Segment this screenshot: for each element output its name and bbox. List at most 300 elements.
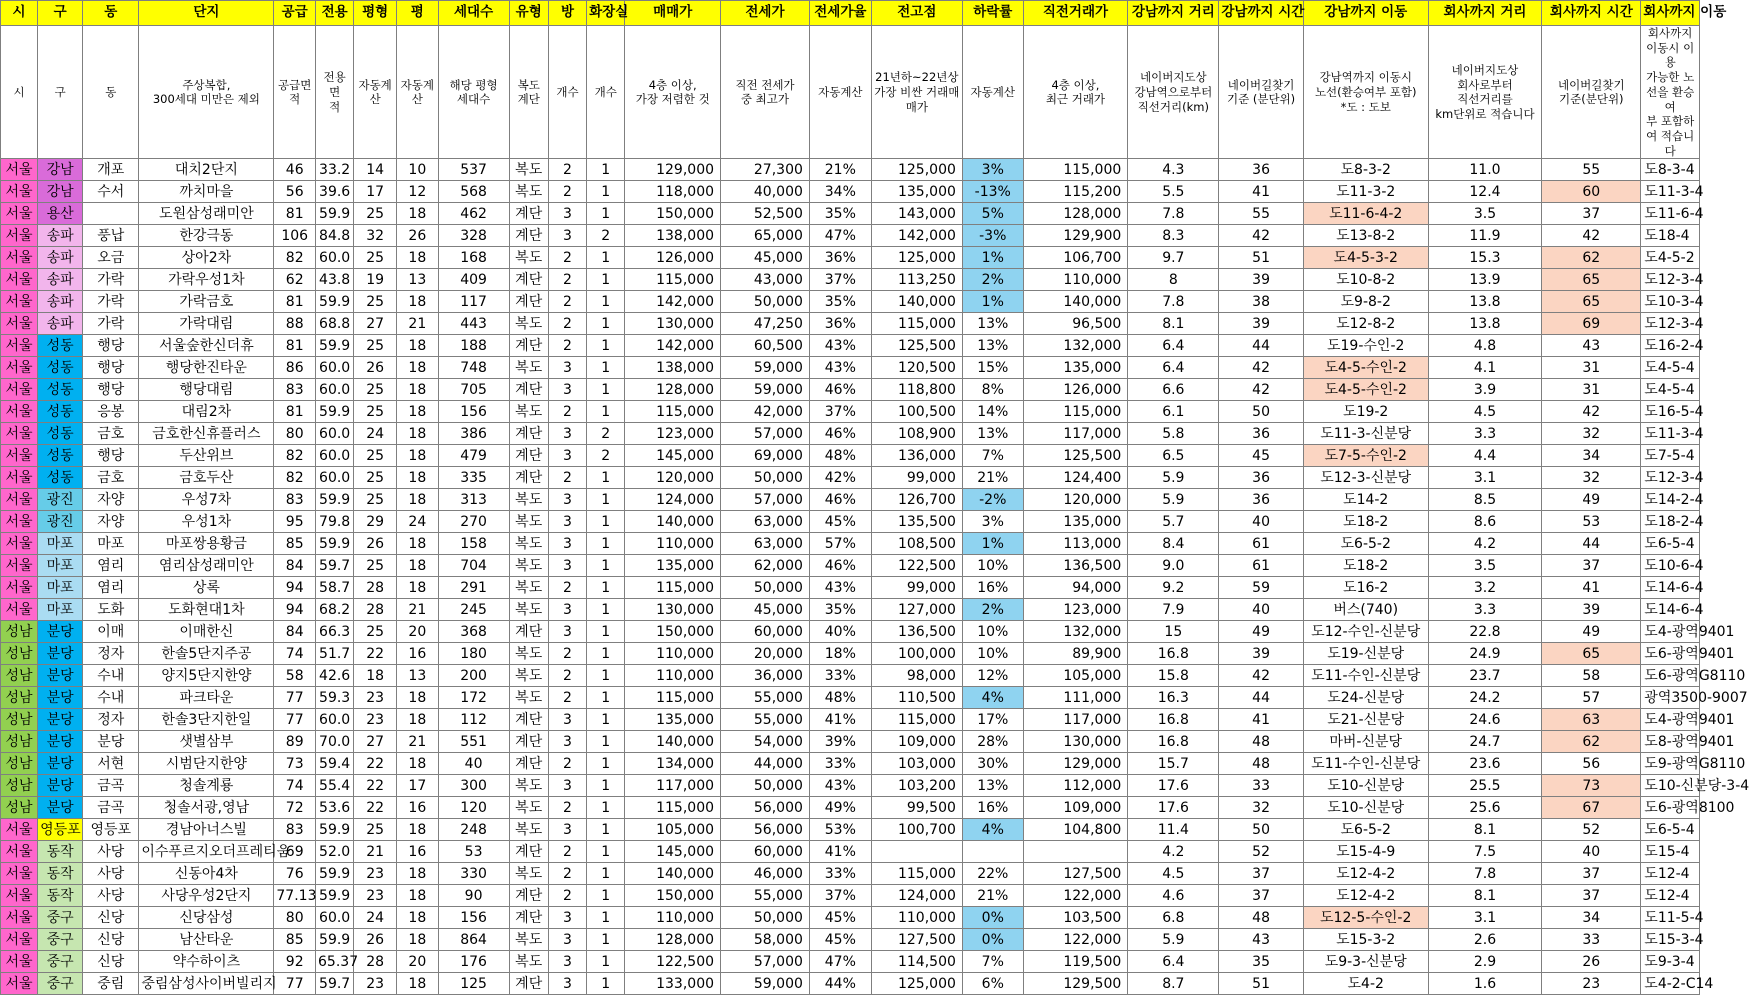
cell-complex[interactable]: 금호두산 — [139, 467, 274, 489]
cell-pyeong[interactable]: 18 — [397, 533, 439, 555]
cell-district[interactable]: 송파 — [38, 313, 83, 335]
cell-complex[interactable]: 약수하이츠 — [139, 951, 274, 973]
cell-company-distance[interactable]: 13.8 — [1428, 313, 1542, 335]
cell-jeonse-price[interactable]: 63,000 — [721, 511, 810, 533]
cell-company-route[interactable]: 도16-5-4 — [1641, 401, 1700, 423]
cell-jeonse-ratio[interactable]: 36% — [809, 247, 871, 269]
cell-gangnam-route[interactable]: 마버-신분당 — [1303, 731, 1428, 753]
cell-rooms[interactable]: 3 — [548, 599, 586, 621]
cell-jeonse-ratio[interactable]: 39% — [809, 731, 871, 753]
cell-previous-peak[interactable]: 125,000 — [871, 973, 962, 995]
cell-pyeong[interactable]: 16 — [397, 797, 439, 819]
cell-pyeong[interactable]: 18 — [397, 885, 439, 907]
cell-jeonse-ratio[interactable]: 33% — [809, 863, 871, 885]
cell-jeonse-ratio[interactable]: 43% — [809, 577, 871, 599]
cell-gangnam-distance[interactable]: 8.7 — [1128, 973, 1219, 995]
cell-complex[interactable]: 남산타운 — [139, 929, 274, 951]
cell-dong[interactable]: 신당 — [83, 907, 139, 929]
cell-district[interactable]: 강남 — [38, 181, 83, 203]
cell-company-time[interactable]: 42 — [1542, 225, 1641, 247]
cell-gangnam-route[interactable]: 도21-신분당 — [1303, 709, 1428, 731]
cell-dong[interactable]: 수서 — [83, 181, 139, 203]
cell-bathrooms[interactable]: 1 — [587, 907, 625, 929]
cell-sale-price[interactable]: 124,000 — [625, 489, 721, 511]
cell-district[interactable]: 성동 — [38, 423, 83, 445]
subheader-supply-area[interactable]: 공급면 적 — [274, 26, 316, 159]
cell-pyeong[interactable]: 18 — [397, 687, 439, 709]
cell-dong[interactable]: 정자 — [83, 643, 139, 665]
cell-complex[interactable]: 행당대림 — [139, 379, 274, 401]
cell-hall-type[interactable]: 계단 — [509, 885, 548, 907]
cell-pyeong[interactable]: 20 — [397, 621, 439, 643]
cell-gangnam-distance[interactable]: 5.7 — [1128, 511, 1219, 533]
cell-sale-price[interactable]: 115,000 — [625, 401, 721, 423]
cell-hall-type[interactable]: 복도 — [509, 775, 548, 797]
cell-sale-price[interactable]: 130,000 — [625, 599, 721, 621]
cell-bathrooms[interactable]: 1 — [587, 797, 625, 819]
cell-households[interactable]: 53 — [438, 841, 509, 863]
cell-last-trade-price[interactable]: 130,000 — [1023, 731, 1128, 753]
cell-exclusive-area[interactable]: 60.0 — [316, 907, 354, 929]
cell-bathrooms[interactable]: 2 — [587, 423, 625, 445]
header-pyeong-type[interactable]: 평형 — [354, 1, 397, 26]
cell-rooms[interactable]: 2 — [548, 577, 586, 599]
cell-bathrooms[interactable]: 2 — [587, 445, 625, 467]
cell-households[interactable]: 864 — [438, 929, 509, 951]
cell-company-time[interactable]: 31 — [1542, 379, 1641, 401]
cell-exclusive-area[interactable]: 70.0 — [316, 731, 354, 753]
cell-pyeong[interactable]: 13 — [397, 269, 439, 291]
cell-drop-rate[interactable]: 7% — [962, 951, 1023, 973]
cell-dong[interactable]: 염리 — [83, 555, 139, 577]
cell-jeonse-price[interactable]: 55,000 — [721, 687, 810, 709]
subheader-previous-peak[interactable]: 21년하~22년상 가장 비싼 거래매 매가 — [871, 26, 962, 159]
cell-pyeong-type[interactable]: 22 — [354, 753, 397, 775]
cell-last-trade-price[interactable]: 96,500 — [1023, 313, 1128, 335]
cell-dong[interactable]: 분당 — [83, 731, 139, 753]
cell-jeonse-price[interactable]: 45,000 — [721, 599, 810, 621]
cell-last-trade-price[interactable]: 112,000 — [1023, 775, 1128, 797]
cell-last-trade-price[interactable]: 135,000 — [1023, 511, 1128, 533]
cell-sale-price[interactable]: 128,000 — [625, 929, 721, 951]
cell-rooms[interactable]: 3 — [548, 819, 586, 841]
cell-district[interactable]: 성동 — [38, 357, 83, 379]
cell-gangnam-time[interactable]: 44 — [1219, 335, 1303, 357]
cell-company-route[interactable]: 도11-6-4 — [1641, 203, 1700, 225]
cell-company-route[interactable]: 도18-4 — [1641, 225, 1700, 247]
cell-company-route[interactable]: 도6-광역9401 — [1641, 643, 1700, 665]
cell-gangnam-route[interactable]: 도11-3-신분당 — [1303, 423, 1428, 445]
cell-gangnam-distance[interactable]: 8.4 — [1128, 533, 1219, 555]
cell-city[interactable]: 서울 — [1, 533, 38, 555]
cell-drop-rate[interactable]: 1% — [962, 247, 1023, 269]
cell-gangnam-distance[interactable]: 6.4 — [1128, 357, 1219, 379]
cell-gangnam-distance[interactable]: 15.7 — [1128, 753, 1219, 775]
cell-hall-type[interactable]: 계단 — [509, 709, 548, 731]
cell-drop-rate[interactable]: 13% — [962, 335, 1023, 357]
cell-dong[interactable]: 신당 — [83, 951, 139, 973]
cell-gangnam-distance[interactable]: 5.9 — [1128, 929, 1219, 951]
cell-jeonse-price[interactable]: 50,000 — [721, 467, 810, 489]
cell-jeonse-ratio[interactable]: 46% — [809, 489, 871, 511]
cell-drop-rate[interactable]: 6% — [962, 973, 1023, 995]
cell-district[interactable]: 분당 — [38, 797, 83, 819]
cell-drop-rate[interactable]: 28% — [962, 731, 1023, 753]
cell-hall-type[interactable]: 계단 — [509, 973, 548, 995]
cell-company-route[interactable]: 도15-3-4 — [1641, 929, 1700, 951]
cell-previous-peak[interactable]: 113,250 — [871, 269, 962, 291]
cell-rooms[interactable]: 2 — [548, 291, 586, 313]
cell-pyeong[interactable]: 18 — [397, 819, 439, 841]
cell-dong[interactable]: 이매 — [83, 621, 139, 643]
cell-previous-peak[interactable]: 103,200 — [871, 775, 962, 797]
cell-gangnam-distance[interactable]: 8.3 — [1128, 225, 1219, 247]
cell-sale-price[interactable]: 126,000 — [625, 247, 721, 269]
cell-households[interactable]: 120 — [438, 797, 509, 819]
cell-jeonse-ratio[interactable]: 33% — [809, 753, 871, 775]
cell-households[interactable]: 176 — [438, 951, 509, 973]
cell-last-trade-price[interactable]: 110,000 — [1023, 269, 1128, 291]
cell-supply-area[interactable]: 80 — [274, 423, 316, 445]
cell-dong[interactable]: 사당 — [83, 885, 139, 907]
cell-households[interactable]: 245 — [438, 599, 509, 621]
cell-jeonse-price[interactable]: 56,000 — [721, 797, 810, 819]
cell-households[interactable]: 172 — [438, 687, 509, 709]
cell-last-trade-price[interactable]: 117,000 — [1023, 423, 1128, 445]
cell-jeonse-price[interactable]: 40,000 — [721, 181, 810, 203]
cell-company-time[interactable]: 41 — [1542, 577, 1641, 599]
cell-hall-type[interactable]: 계단 — [509, 203, 548, 225]
cell-hall-type[interactable]: 계단 — [509, 731, 548, 753]
cell-gangnam-route[interactable]: 도8-3-2 — [1303, 159, 1428, 181]
cell-hall-type[interactable]: 계단 — [509, 907, 548, 929]
cell-households[interactable]: 156 — [438, 401, 509, 423]
cell-exclusive-area[interactable]: 51.7 — [316, 643, 354, 665]
cell-pyeong-type[interactable]: 26 — [354, 533, 397, 555]
cell-gangnam-route[interactable]: 도11-6-4-2 — [1303, 203, 1428, 225]
subheader-jeonse-price[interactable]: 직전 전세가 중 최고가 — [721, 26, 810, 159]
cell-hall-type[interactable]: 복도 — [509, 533, 548, 555]
cell-district[interactable]: 분당 — [38, 665, 83, 687]
cell-gangnam-distance[interactable]: 8 — [1128, 269, 1219, 291]
cell-drop-rate[interactable]: 3% — [962, 511, 1023, 533]
cell-gangnam-route[interactable]: 도12-8-2 — [1303, 313, 1428, 335]
cell-city[interactable]: 서울 — [1, 863, 38, 885]
cell-city[interactable]: 서울 — [1, 885, 38, 907]
cell-company-route[interactable]: 도9-3-4 — [1641, 951, 1700, 973]
cell-sale-price[interactable]: 150,000 — [625, 885, 721, 907]
subheader-rooms[interactable]: 개수 — [548, 26, 586, 159]
cell-bathrooms[interactable]: 1 — [587, 467, 625, 489]
cell-last-trade-price[interactable]: 103,500 — [1023, 907, 1128, 929]
cell-drop-rate[interactable]: -3% — [962, 225, 1023, 247]
cell-company-route[interactable]: 도18-2-4 — [1641, 511, 1700, 533]
cell-pyeong-type[interactable]: 25 — [354, 489, 397, 511]
cell-supply-area[interactable]: 83 — [274, 819, 316, 841]
cell-hall-type[interactable]: 복도 — [509, 555, 548, 577]
cell-city[interactable]: 서울 — [1, 841, 38, 863]
cell-gangnam-route[interactable]: 도16-2 — [1303, 577, 1428, 599]
cell-drop-rate[interactable]: 21% — [962, 467, 1023, 489]
cell-jeonse-ratio[interactable]: 43% — [809, 357, 871, 379]
cell-jeonse-ratio[interactable]: 34% — [809, 181, 871, 203]
cell-dong[interactable]: 개포 — [83, 159, 139, 181]
cell-district[interactable]: 마포 — [38, 599, 83, 621]
cell-exclusive-area[interactable]: 59.3 — [316, 687, 354, 709]
cell-gangnam-route[interactable]: 도15-3-2 — [1303, 929, 1428, 951]
cell-city[interactable]: 서울 — [1, 511, 38, 533]
cell-supply-area[interactable]: 84 — [274, 621, 316, 643]
cell-gangnam-route[interactable]: 도4-5-수인-2 — [1303, 379, 1428, 401]
cell-jeonse-ratio[interactable]: 35% — [809, 599, 871, 621]
cell-exclusive-area[interactable]: 59.9 — [316, 489, 354, 511]
header-jeonse-ratio[interactable]: 전세가율 — [809, 1, 871, 26]
cell-sale-price[interactable]: 118,000 — [625, 181, 721, 203]
cell-supply-area[interactable]: 95 — [274, 511, 316, 533]
cell-company-route[interactable]: 도10-신분당-3-4 — [1641, 775, 1700, 797]
cell-district[interactable]: 중구 — [38, 907, 83, 929]
cell-pyeong[interactable]: 17 — [397, 775, 439, 797]
cell-company-time[interactable]: 65 — [1542, 291, 1641, 313]
cell-jeonse-price[interactable]: 60,000 — [721, 621, 810, 643]
cell-exclusive-area[interactable]: 60.0 — [316, 423, 354, 445]
cell-previous-peak[interactable]: 127,500 — [871, 929, 962, 951]
cell-company-distance[interactable]: 24.9 — [1428, 643, 1542, 665]
cell-company-route[interactable]: 광역3500-9007 — [1641, 687, 1700, 709]
cell-gangnam-time[interactable]: 37 — [1219, 863, 1303, 885]
cell-drop-rate[interactable]: -13% — [962, 181, 1023, 203]
cell-gangnam-time[interactable]: 43 — [1219, 929, 1303, 951]
cell-dong[interactable]: 수내 — [83, 687, 139, 709]
cell-pyeong[interactable]: 18 — [397, 445, 439, 467]
cell-pyeong-type[interactable]: 25 — [354, 555, 397, 577]
cell-drop-rate[interactable]: -2% — [962, 489, 1023, 511]
cell-gangnam-distance[interactable]: 15.8 — [1128, 665, 1219, 687]
cell-district[interactable]: 동작 — [38, 841, 83, 863]
cell-last-trade-price[interactable]: 105,000 — [1023, 665, 1128, 687]
cell-company-time[interactable]: 65 — [1542, 643, 1641, 665]
cell-rooms[interactable]: 3 — [548, 489, 586, 511]
cell-bathrooms[interactable]: 1 — [587, 753, 625, 775]
cell-previous-peak[interactable]: 143,000 — [871, 203, 962, 225]
cell-exclusive-area[interactable]: 59.9 — [316, 533, 354, 555]
cell-gangnam-route[interactable]: 도10-8-2 — [1303, 269, 1428, 291]
cell-company-route[interactable]: 도12-4 — [1641, 885, 1700, 907]
cell-company-distance[interactable]: 4.1 — [1428, 357, 1542, 379]
cell-company-time[interactable]: 65 — [1542, 269, 1641, 291]
cell-bathrooms[interactable]: 1 — [587, 379, 625, 401]
cell-previous-peak[interactable]: 115,000 — [871, 863, 962, 885]
cell-supply-area[interactable]: 83 — [274, 489, 316, 511]
cell-company-route[interactable]: 도12-4 — [1641, 863, 1700, 885]
cell-previous-peak[interactable]: 99,500 — [871, 797, 962, 819]
cell-gangnam-time[interactable]: 42 — [1219, 225, 1303, 247]
cell-jeonse-price[interactable]: 43,000 — [721, 269, 810, 291]
cell-company-distance[interactable]: 23.7 — [1428, 665, 1542, 687]
cell-gangnam-distance[interactable]: 16.3 — [1128, 687, 1219, 709]
cell-company-route[interactable]: 도12-3-4 — [1641, 313, 1700, 335]
cell-company-distance[interactable]: 24.2 — [1428, 687, 1542, 709]
header-rooms[interactable]: 방 — [548, 1, 586, 26]
cell-last-trade-price[interactable]: 89,900 — [1023, 643, 1128, 665]
cell-supply-area[interactable]: 82 — [274, 247, 316, 269]
cell-complex[interactable]: 대림2차 — [139, 401, 274, 423]
cell-gangnam-time[interactable]: 36 — [1219, 489, 1303, 511]
cell-sale-price[interactable]: 120,000 — [625, 467, 721, 489]
cell-city[interactable]: 서울 — [1, 599, 38, 621]
cell-company-distance[interactable]: 3.1 — [1428, 467, 1542, 489]
cell-jeonse-price[interactable]: 42,000 — [721, 401, 810, 423]
cell-complex[interactable]: 가락금호 — [139, 291, 274, 313]
cell-city[interactable]: 서울 — [1, 181, 38, 203]
cell-company-route[interactable]: 도12-3-4 — [1641, 269, 1700, 291]
cell-bathrooms[interactable]: 1 — [587, 599, 625, 621]
cell-sale-price[interactable]: 117,000 — [625, 775, 721, 797]
cell-sale-price[interactable]: 140,000 — [625, 731, 721, 753]
cell-company-route[interactable]: 도8-광역9401 — [1641, 731, 1700, 753]
cell-supply-area[interactable]: 94 — [274, 577, 316, 599]
cell-pyeong[interactable]: 18 — [397, 335, 439, 357]
cell-sale-price[interactable]: 150,000 — [625, 621, 721, 643]
cell-company-route[interactable]: 도10-6-4 — [1641, 555, 1700, 577]
cell-gangnam-distance[interactable]: 4.6 — [1128, 885, 1219, 907]
cell-gangnam-route[interactable]: 도19-신분당 — [1303, 643, 1428, 665]
cell-supply-area[interactable]: 73 — [274, 753, 316, 775]
cell-complex[interactable]: 사당우성2단지 — [139, 885, 274, 907]
cell-households[interactable]: 156 — [438, 907, 509, 929]
subheader-sale-price[interactable]: 4층 이상, 가장 저렴한 것 — [625, 26, 721, 159]
cell-gangnam-time[interactable]: 49 — [1219, 621, 1303, 643]
cell-gangnam-route[interactable]: 도11-3-2 — [1303, 181, 1428, 203]
cell-gangnam-route[interactable]: 도9-8-2 — [1303, 291, 1428, 313]
cell-city[interactable]: 성남 — [1, 753, 38, 775]
cell-company-distance[interactable]: 7.5 — [1428, 841, 1542, 863]
cell-company-route[interactable]: 도11-3-4 — [1641, 423, 1700, 445]
cell-last-trade-price[interactable]: 111,000 — [1023, 687, 1128, 709]
cell-pyeong[interactable]: 18 — [397, 357, 439, 379]
cell-district[interactable]: 광진 — [38, 489, 83, 511]
cell-company-distance[interactable]: 8.1 — [1428, 819, 1542, 841]
cell-gangnam-route[interactable]: 도6-5-2 — [1303, 533, 1428, 555]
cell-complex[interactable]: 염리삼성래미안 — [139, 555, 274, 577]
cell-exclusive-area[interactable]: 59.9 — [316, 203, 354, 225]
cell-dong[interactable]: 금곡 — [83, 775, 139, 797]
cell-jeonse-ratio[interactable]: 44% — [809, 973, 871, 995]
cell-rooms[interactable]: 2 — [548, 247, 586, 269]
cell-previous-peak[interactable]: 100,000 — [871, 643, 962, 665]
cell-gangnam-distance[interactable]: 7.8 — [1128, 291, 1219, 313]
cell-jeonse-price[interactable]: 58,000 — [721, 929, 810, 951]
cell-rooms[interactable]: 2 — [548, 665, 586, 687]
header-hall-type[interactable]: 유형 — [509, 1, 548, 26]
cell-previous-peak[interactable]: 110,500 — [871, 687, 962, 709]
cell-previous-peak[interactable]: 142,000 — [871, 225, 962, 247]
cell-city[interactable]: 서울 — [1, 291, 38, 313]
cell-dong[interactable]: 자양 — [83, 489, 139, 511]
cell-jeonse-ratio[interactable]: 18% — [809, 643, 871, 665]
cell-previous-peak[interactable]: 125,000 — [871, 159, 962, 181]
cell-drop-rate[interactable]: 13% — [962, 775, 1023, 797]
cell-gangnam-distance[interactable]: 4.5 — [1128, 863, 1219, 885]
cell-supply-area[interactable]: 82 — [274, 445, 316, 467]
cell-households[interactable]: 537 — [438, 159, 509, 181]
cell-gangnam-distance[interactable]: 6.8 — [1128, 907, 1219, 929]
cell-previous-peak[interactable]: 115,000 — [871, 313, 962, 335]
cell-supply-area[interactable]: 74 — [274, 775, 316, 797]
cell-company-time[interactable]: 53 — [1542, 511, 1641, 533]
cell-previous-peak[interactable]: 135,500 — [871, 511, 962, 533]
cell-rooms[interactable]: 3 — [548, 203, 586, 225]
cell-gangnam-route[interactable]: 도19-2 — [1303, 401, 1428, 423]
cell-sale-price[interactable]: 123,000 — [625, 423, 721, 445]
cell-supply-area[interactable]: 83 — [274, 379, 316, 401]
cell-pyeong[interactable]: 18 — [397, 973, 439, 995]
cell-hall-type[interactable]: 복도 — [509, 797, 548, 819]
cell-city[interactable]: 서울 — [1, 159, 38, 181]
cell-exclusive-area[interactable]: 59.7 — [316, 973, 354, 995]
cell-complex[interactable]: 서울숲한신더휴 — [139, 335, 274, 357]
cell-exclusive-area[interactable]: 33.2 — [316, 159, 354, 181]
cell-complex[interactable]: 행당한진타운 — [139, 357, 274, 379]
cell-previous-peak[interactable]: 125,500 — [871, 335, 962, 357]
cell-city[interactable]: 서울 — [1, 247, 38, 269]
cell-company-distance[interactable]: 1.6 — [1428, 973, 1542, 995]
cell-exclusive-area[interactable]: 43.8 — [316, 269, 354, 291]
cell-gangnam-distance[interactable]: 6.4 — [1128, 951, 1219, 973]
cell-gangnam-distance[interactable]: 5.9 — [1128, 467, 1219, 489]
subheader-company-time[interactable]: 네이버길찾기 기준(분단위) — [1542, 26, 1641, 159]
cell-gangnam-distance[interactable]: 6.4 — [1128, 335, 1219, 357]
cell-district[interactable]: 강남 — [38, 159, 83, 181]
cell-pyeong[interactable]: 18 — [397, 467, 439, 489]
cell-pyeong-type[interactable]: 23 — [354, 709, 397, 731]
cell-pyeong-type[interactable]: 23 — [354, 885, 397, 907]
cell-jeonse-ratio[interactable]: 46% — [809, 555, 871, 577]
cell-complex[interactable]: 중림삼성사이버빌리지 — [139, 973, 274, 995]
cell-gangnam-time[interactable]: 39 — [1219, 269, 1303, 291]
cell-company-distance[interactable]: 8.1 — [1428, 885, 1542, 907]
cell-gangnam-distance[interactable]: 4.2 — [1128, 841, 1219, 863]
cell-company-time[interactable]: 57 — [1542, 687, 1641, 709]
cell-gangnam-route[interactable]: 도18-2 — [1303, 511, 1428, 533]
cell-district[interactable]: 송파 — [38, 247, 83, 269]
cell-drop-rate[interactable]: 1% — [962, 291, 1023, 313]
cell-gangnam-route[interactable]: 도14-2 — [1303, 489, 1428, 511]
cell-pyeong[interactable]: 21 — [397, 599, 439, 621]
cell-exclusive-area[interactable]: 59.9 — [316, 929, 354, 951]
cell-supply-area[interactable]: 81 — [274, 203, 316, 225]
cell-rooms[interactable]: 3 — [548, 907, 586, 929]
cell-rooms[interactable]: 2 — [548, 467, 586, 489]
cell-exclusive-area[interactable]: 60.0 — [316, 357, 354, 379]
cell-sale-price[interactable]: 135,000 — [625, 555, 721, 577]
cell-pyeong[interactable]: 18 — [397, 907, 439, 929]
cell-pyeong[interactable]: 16 — [397, 643, 439, 665]
cell-drop-rate[interactable]: 0% — [962, 907, 1023, 929]
cell-company-route[interactable]: 도6-5-4 — [1641, 819, 1700, 841]
cell-jeonse-price[interactable]: 50,000 — [721, 577, 810, 599]
cell-pyeong-type[interactable]: 25 — [354, 247, 397, 269]
cell-exclusive-area[interactable]: 68.2 — [316, 599, 354, 621]
cell-bathrooms[interactable]: 1 — [587, 973, 625, 995]
cell-previous-peak[interactable]: 136,000 — [871, 445, 962, 467]
cell-jeonse-ratio[interactable]: 33% — [809, 665, 871, 687]
cell-jeonse-ratio[interactable]: 49% — [809, 797, 871, 819]
cell-exclusive-area[interactable]: 59.4 — [316, 753, 354, 775]
cell-company-time[interactable]: 37 — [1542, 885, 1641, 907]
cell-company-distance[interactable]: 13.8 — [1428, 291, 1542, 313]
cell-gangnam-time[interactable]: 41 — [1219, 181, 1303, 203]
